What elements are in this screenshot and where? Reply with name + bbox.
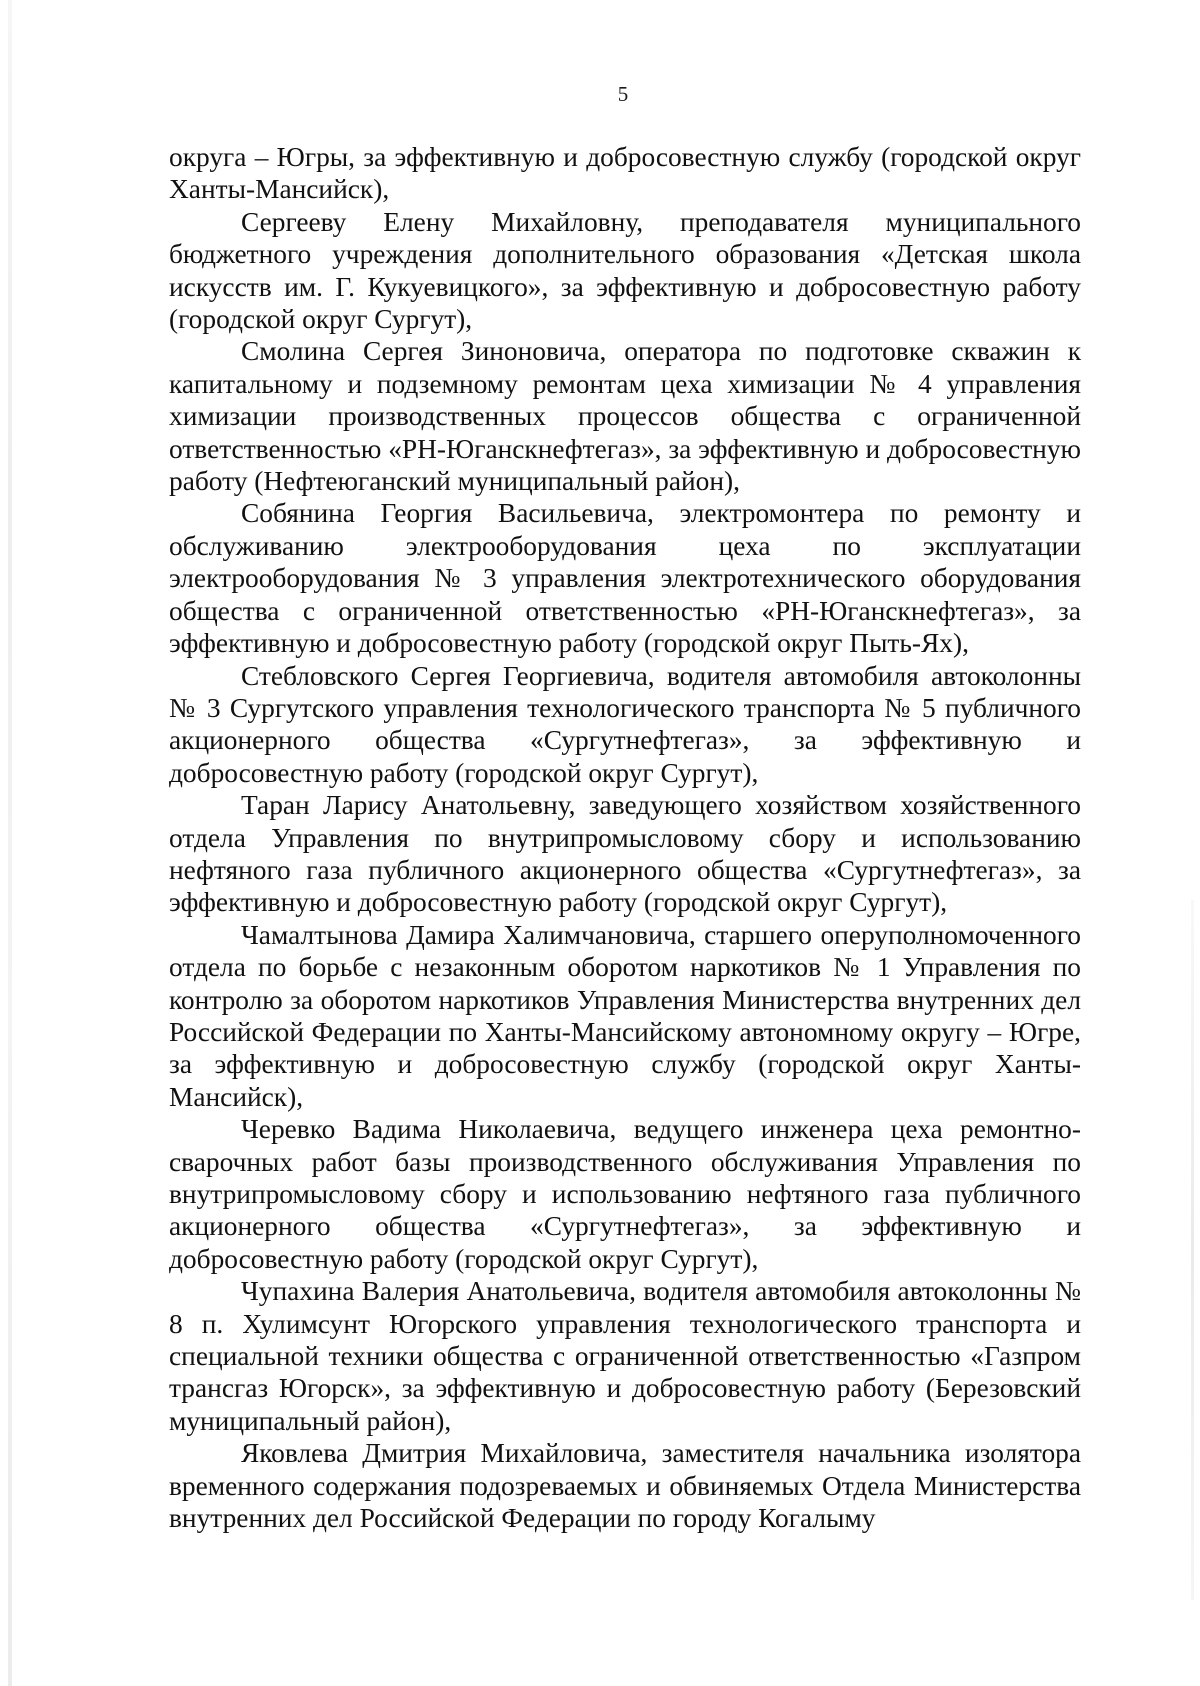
paragraph-yakovlev: Яковлева Дмитрия Михайловича, заместителя начальника изолятора временного содержания подозреваемых и обвиняемых Отдела Министерства внутренних дел Российской Федерации по городу Когалыму [169,1438,1081,1534]
paragraph-chamaltynov: Чамалтынова Дамира Халимчановича, старшего оперуполномоченного отдела по борьбе с незаконным оборотом наркотиков № 1 Управления по контролю за оборотом наркотиков Управления Министерства внутренних дел Российской Федерации по Ханты-Мансийскому автономному округу – Югре, за эффективную и добросовестную службу (городской округ Ханты-Мансийск), [169,919,1081,1112]
paragraph-sobyanin: Собянина Георгия Васильевича, электромонтера по ремонту и обслуживанию электрооборудования цеха по эксплуатации электрооборудования № 3 управления электротехнического оборудования общества с ограниченной ответственностью «РН-Юганскнефтегаз», за эффективную и добросовестную работу (городской округ Пыть-Ях), [169,498,1081,659]
paragraph-chupakhin: Чупахина Валерия Анатольевича, водителя автомобиля автоколонны № 8 п. Хулимсунт Югорского управления технологического транспорта и специальной техники общества с ограниченной ответственностью «Газпром трансгаз Югорск», за эффективную и добросовестную работу (Березовский муниципальный район), [169,1276,1081,1436]
paragraph-sergeeva: Сергееву Елену Михайловну, преподавателя муниципального бюджетного учреждения дополнительного образования «Детская школа искусств им. Г. Кукуевицкого», за эффективную и добросовестную работу (городской округ Сургут), [169,206,1081,335]
scan-edge-left [8,0,12,1686]
paragraph-steblovsky: Стебловского Сергея Георгиевича, водителя автомобиля автоколонны № 3 Сургутского управления технологического транспорта № 5 публичного акционерного общества «Сургутнефтегаз», за эффективную и добросовестную работу (городской округ Сургут), [169,660,1081,788]
paragraph-taran: Таран Ларису Анатольевну, заведующего хозяйством хозяйственного отдела Управления по внутрипромысловому сбору и использованию нефтяного газа публичного акционерного общества «Сургутнефтегаз», за эффективную и добросовестную работу (городской округ Сургут), [169,790,1081,918]
scan-edge-right [1191,900,1194,1600]
paragraph-smolin: Смолина Сергея Зиноновича, оператора по подготовке скважин к капитальному и подземному ремонтам цеха химизации № 4 управления химизации производственных процессов общества с ограниченной ответственностью «РН-Юганскнефтегаз», за эффективную и добросовестную работу (Нефтеюганский муниципальный район), [169,336,1081,497]
paragraph-continuation: округа – Югры, за эффективную и добросовестную службу (городской округ Ханты-Мансийск), [169,142,1081,205]
paragraph-cherevko: Черевко Вадима Николаевича, ведущего инженера цеха ремонтно-сварочных работ базы производственного обслуживания Управления по внутрипромысловому сбору и использованию нефтяного газа публичного акционерного общества «Сургутнефтегаз», за эффективную и добросовестную работу (городской округ Сургут), [169,1114,1081,1274]
page-number: 5 [617,82,629,106]
document-body [169,141,1081,1534]
